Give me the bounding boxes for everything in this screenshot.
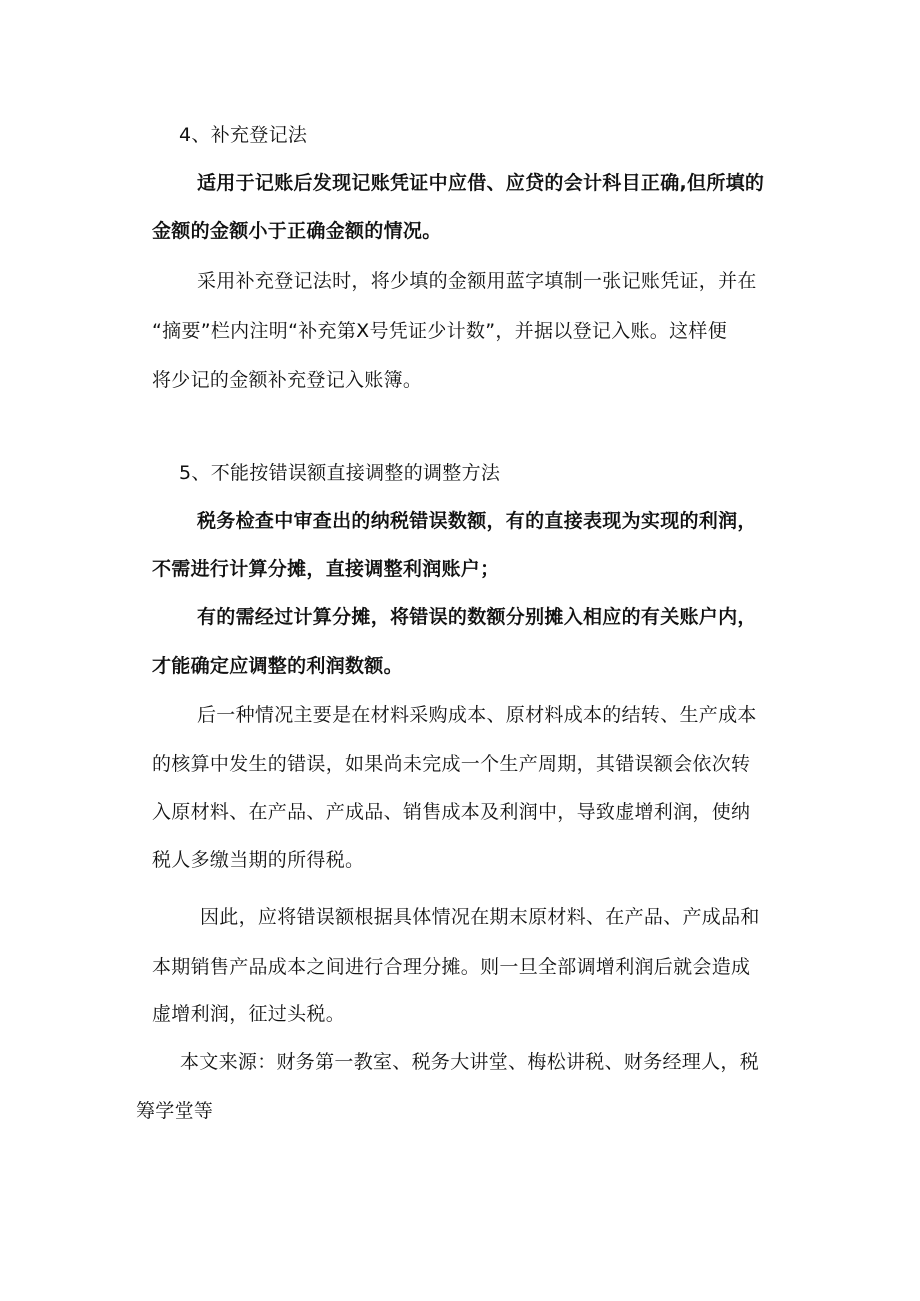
section-4-body-line-1: 采用补充登记法时，将少填的金额用蓝字填制一张记账凭证，并在 (197, 270, 757, 292)
section-4-heading: 4、补充登记法 (179, 124, 308, 146)
section-4-bold-line-1: 适用于记账后发现记账凭证中应借、应贷的会计科目正确,但所填的 (197, 172, 765, 194)
section-4-body-line-3: 将少记的金额补充登记入账簿。 (152, 369, 423, 391)
section-5-body-line-2: 的核算中发生的错误，如果尚未完成一个生产周期，其错误额会依次转 (152, 753, 751, 775)
source-line-1: 本文来源：财务第一教室、税务大讲堂、梅松讲税、财务经理人，税 (180, 1051, 760, 1073)
source-line-2: 筹学堂等 (136, 1100, 214, 1122)
section-4-body-line-2: “摘要”栏内注明“补充第X号凭证少计数”，并据以登记入账。这样便 (152, 320, 727, 342)
section-5-heading: 5、不能按错误额直接调整的调整方法 (179, 462, 501, 484)
section-5-body-line-7: 虚增利润，征过头税。 (152, 1003, 346, 1025)
section-5-bold-line-2: 不需进行计算分摊，直接调整利润账户； (152, 558, 500, 580)
section-5-bold-line-4: 才能确定应调整的利润数额。 (152, 655, 403, 677)
section-5-body-line-5: 因此，应将错误额根据具体情况在期末原材料、在产品、产成品和 (200, 906, 760, 928)
section-4-bold-line-2: 金额的金额小于正确金额的情况。 (152, 220, 442, 242)
section-5-body-line-6: 本期销售产品成本之间进行合理分摊。则一旦全部调增利润后就会造成 (152, 956, 751, 978)
section-5-body-line-1: 后一种情况主要是在材料采购成本、原材料成本的结转、生产成本 (197, 704, 757, 726)
section-5-bold-line-1: 税务检查中审查出的纳税错误数额，有的直接表现为实现的利润， (197, 510, 757, 532)
section-5-body-line-3: 入原材料、在产品、产成品、销售成本及利润中，导致虚增利润，使纳 (152, 801, 751, 823)
section-5-body-line-4: 税人多缴当期的所得税。 (152, 849, 365, 871)
section-5-bold-line-3: 有的需经过计算分摊，将错误的数额分别摊入相应的有关账户内， (197, 606, 757, 628)
